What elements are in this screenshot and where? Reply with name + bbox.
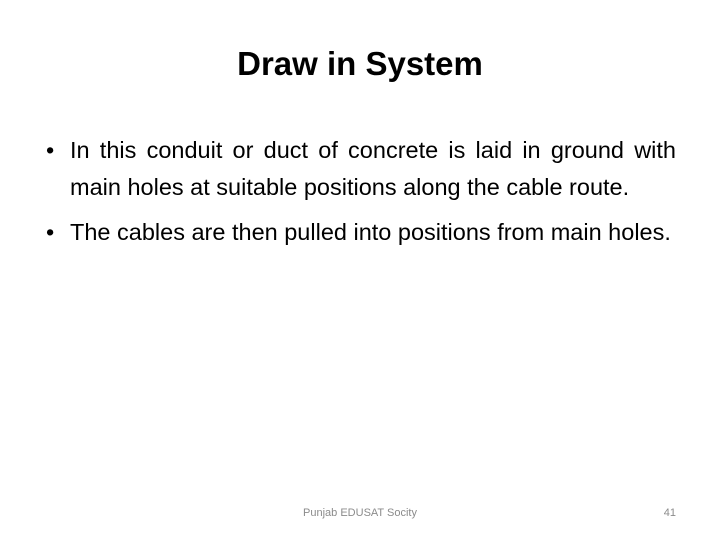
bullet-item: [46, 132, 676, 206]
bullet-text: The cables are then pulled into positions from main holes.: [70, 219, 671, 245]
bullet-icon: •: [46, 137, 55, 163]
footer-text: Punjab EDUSAT Socity: [303, 507, 417, 519]
page-number: 41: [663, 507, 676, 519]
bullet-text: In this conduit or duct of concrete is laid in ground with main holes at suitable positions along the cable route.: [70, 137, 676, 200]
slide-title: Draw in System: [237, 45, 483, 82]
bullet-icon: •: [46, 219, 55, 245]
bullet-list: [46, 132, 676, 259]
bullet-item: [46, 214, 676, 251]
